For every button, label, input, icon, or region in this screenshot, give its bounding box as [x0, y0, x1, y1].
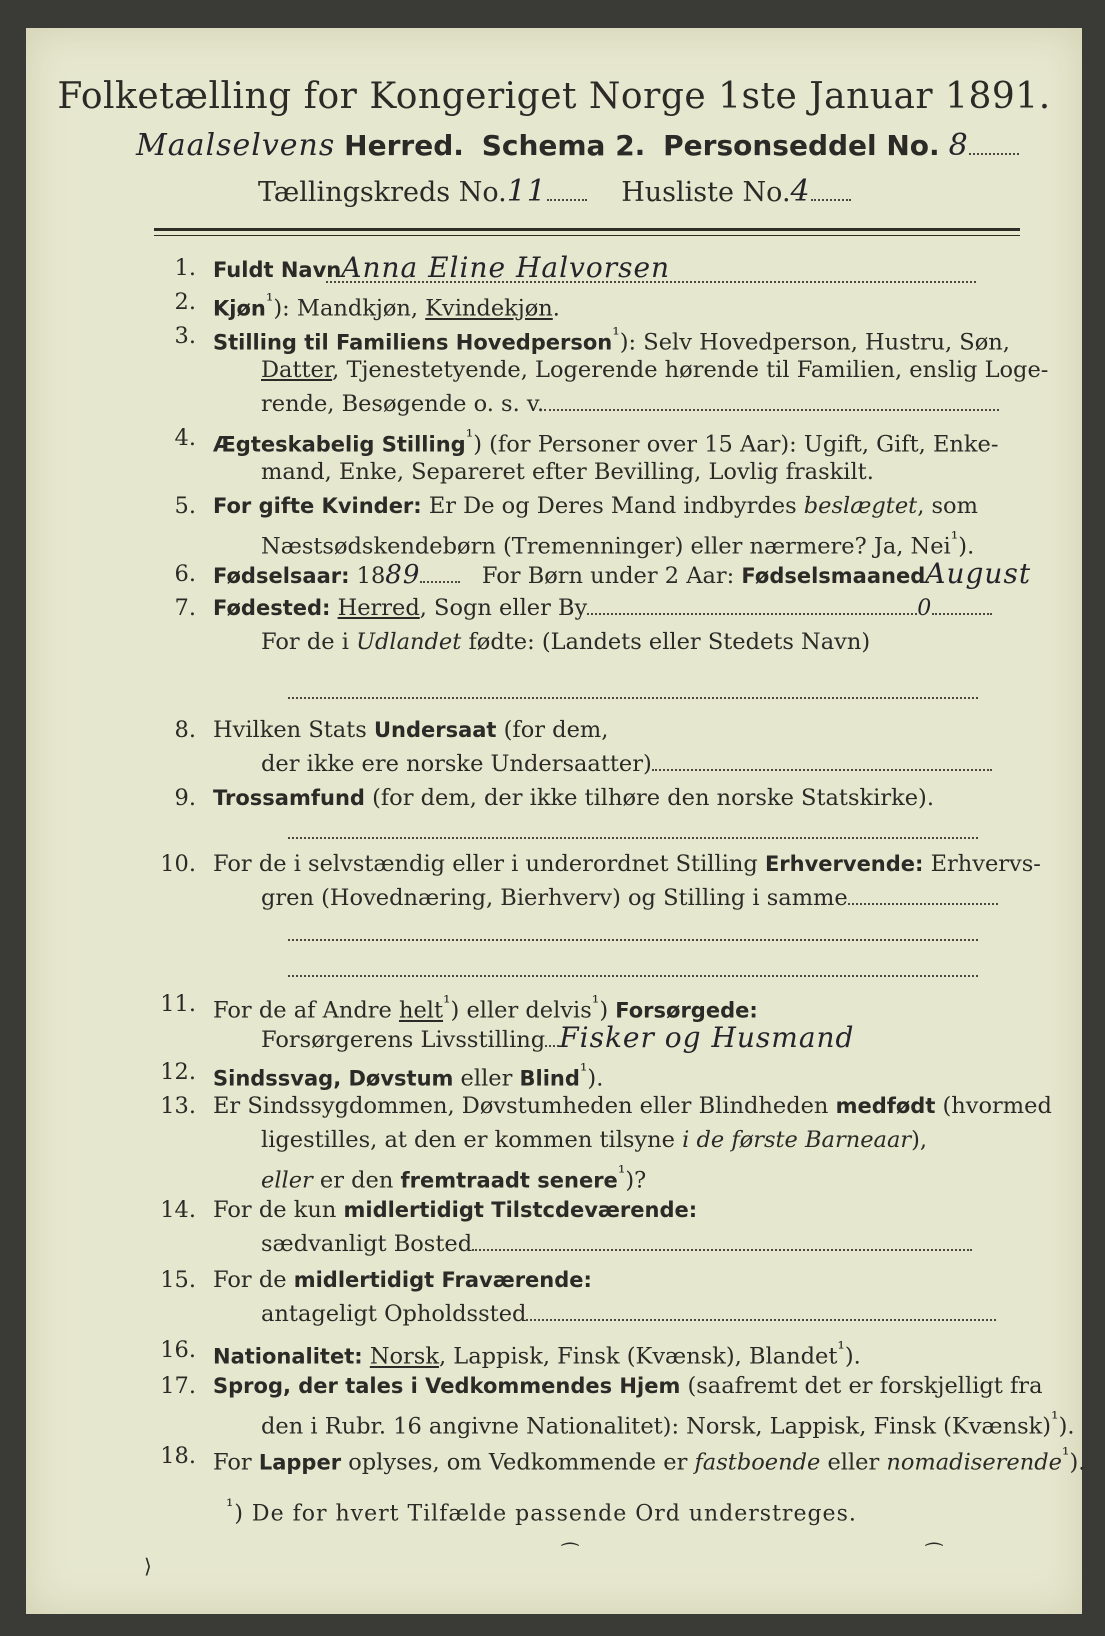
q10-dotline-2 — [288, 974, 978, 977]
q12-sup: ¹ — [579, 1061, 588, 1082]
personseddel-label: Personseddel No. — [663, 129, 940, 162]
q12-label2: Blind — [519, 1066, 580, 1091]
q3-line2: , Tjenestetyende, Logerende hørende til Familien, enslig Loge- — [332, 357, 1049, 383]
q13-line2-italic: i de første Barneaar — [682, 1127, 912, 1153]
q13-line3-label: fremtraadt senere — [400, 1168, 618, 1193]
q1-label: Fuldt Navn — [213, 258, 342, 282]
q7-line2a: For de i — [261, 629, 357, 655]
q4-line2: mand, Enke, Separeret efter Bevilling, Lovlig fraskilt. — [261, 459, 874, 485]
q3-num: 3. — [174, 323, 196, 349]
q12-num: 12. — [160, 1059, 196, 1085]
q5-sup: ¹ — [950, 529, 959, 550]
q17-line2: den i Rubr. 16 angivne Nationalitet): Norsk, Lappisk, Finsk (Kvænsk) — [261, 1413, 1052, 1440]
q11-sup-1: ¹ — [443, 993, 451, 1014]
q11-line1b: ) eller delvis — [450, 997, 592, 1024]
q3-label: Stilling til Familiens Hovedperson — [213, 330, 613, 355]
herred-value: Maalselvens — [136, 128, 336, 163]
q7-num: 7. — [174, 595, 196, 621]
q10-line1b: Erhvervs- — [923, 851, 1041, 877]
q13-line1a: Er Sindssygdommen, Døvstumheden eller Blindheden — [213, 1093, 836, 1119]
corner-mark-right: ⁀ — [926, 1542, 943, 1566]
header-rule-thin — [154, 235, 1020, 236]
q6-month-label: Fødselsmaaned — [741, 564, 926, 588]
q14-num: 14. — [160, 1197, 196, 1223]
q13-num: 13. — [160, 1093, 196, 1119]
q15-label: midlertidigt Fraværende: — [293, 1268, 592, 1292]
q14-line1a: For de kun — [213, 1197, 344, 1223]
q14-line2: sædvanligt Bosted — [261, 1231, 473, 1257]
q14-label: midlertidigt Tilstcdeværende: — [343, 1198, 698, 1222]
q13-line3-end: )? — [625, 1167, 647, 1194]
q13-label: medfødt — [835, 1094, 936, 1118]
q13-line2b: ), — [911, 1127, 928, 1153]
q17-num: 17. — [160, 1373, 196, 1399]
q6-birth-year-value: 89 — [385, 560, 421, 590]
census-form-sheet — [26, 28, 1086, 1614]
q7-line2-italic: Udlandet — [356, 629, 462, 655]
q16-end: ). — [844, 1343, 861, 1370]
q17-line2-end: ). — [1058, 1413, 1075, 1440]
header-rule — [154, 228, 1020, 231]
husliste-label: Husliste No. — [621, 177, 791, 208]
q11-line2: Forsørgerens Livsstilling — [261, 1027, 546, 1053]
q16-sup: ¹ — [837, 1339, 845, 1360]
q11-line1a: For de af Andre — [213, 997, 399, 1024]
q18-line-b: oplyses, om Vedkommende er — [341, 1449, 695, 1476]
q12-label: Sindssvag, Døvstum — [213, 1066, 454, 1091]
q4-label: Ægteskabelig Stilling — [213, 432, 466, 457]
herred-line — [136, 128, 1019, 163]
q11-sup-2: ¹ — [591, 993, 600, 1014]
q5-line2-end: ). — [958, 533, 975, 560]
q7-underlined-option: Herred — [337, 595, 420, 621]
q8-num: 8. — [174, 717, 196, 743]
q18-line-a: For — [213, 1449, 259, 1476]
q18-num: 18. — [160, 1443, 196, 1469]
q16-label: Nationalitet: — [213, 1344, 363, 1369]
q10-num: 10. — [160, 851, 196, 877]
q6-birth-month-value: August — [925, 557, 1032, 590]
q12-mid: eller — [453, 1065, 520, 1092]
q16-rest: , Lappisk, Finsk (Kvænsk), Blandet — [438, 1343, 838, 1370]
q18-label: Lapper — [258, 1450, 342, 1475]
q1-full-name-value: Anna Eline Halvorsen — [341, 251, 671, 284]
corner-mark-center: ⁀ — [562, 1542, 579, 1566]
q6-mid: For Børn under 2 Aar: — [481, 563, 742, 589]
q7-birthplace-value: 0 — [917, 596, 933, 621]
q1-dotline — [326, 280, 976, 283]
q18-sup: ¹ — [1061, 1445, 1070, 1466]
q6-num: 6. — [174, 561, 196, 587]
footnote — [226, 1496, 857, 1526]
q3-line3: rende, Besøgende o. s. v. — [261, 391, 545, 417]
q4-num: 4. — [174, 425, 196, 451]
q16-underlined-option: Norsk — [369, 1343, 439, 1370]
kreds-value: 11 — [506, 174, 547, 209]
q7-dotline — [288, 696, 978, 699]
q11-provider-occupation-value: Fisker og Husmand — [559, 1021, 855, 1054]
q5-line1-end: , som — [917, 493, 978, 519]
q8-line1a: Hvilken Stats — [213, 717, 374, 743]
kreds-line — [258, 174, 851, 209]
q12-end: ). — [587, 1065, 604, 1092]
q15-line2: antageligt Opholdssted — [261, 1301, 527, 1327]
q10-dotline-1 — [288, 938, 978, 941]
q10-label: Erhvervende: — [764, 852, 924, 876]
q11-underlined-option: helt — [398, 997, 444, 1024]
q15-line1a: For de — [213, 1267, 294, 1293]
q2-num: 2. — [174, 289, 196, 315]
q16-num: 16. — [160, 1337, 196, 1363]
husliste-value: 4 — [790, 174, 811, 209]
q7-rest: , Sogn eller By — [419, 595, 588, 621]
kreds-label: Tællingskreds No. — [258, 177, 507, 208]
personseddel-value: 8 — [948, 128, 969, 163]
q13-line1b: (hvormed — [935, 1093, 1052, 1119]
q5-num: 5. — [174, 493, 196, 519]
q5-line1: Er De og Deres Mand indbyrdes — [421, 493, 804, 519]
q9-dotline — [288, 836, 978, 839]
q9-num: 9. — [174, 785, 196, 811]
q2-end: . — [552, 295, 560, 322]
q6-year-prefix: 18 — [356, 563, 386, 589]
q11-line1c: ) — [599, 997, 616, 1024]
q4-sup: ¹ — [465, 427, 474, 448]
q6-label: Fødselsaar: — [213, 564, 350, 588]
q3-sup: ¹ — [612, 325, 620, 346]
q7-line2b: fødte: (Landets eller Stedets Navn) — [461, 629, 871, 655]
q10-line1a: For de i selvstændig eller i underordnet Stilling — [213, 851, 765, 877]
q11-num: 11. — [160, 991, 196, 1017]
q2-sup: ¹ — [265, 291, 274, 312]
q17-sup: ¹ — [1051, 1409, 1059, 1430]
herred-label: Herred. — [344, 129, 464, 162]
q3-underlined-option: Datter — [261, 357, 333, 383]
q13-line3-italic: eller — [261, 1167, 313, 1194]
q1-num: 1. — [174, 255, 196, 281]
q9-rest: (for dem, der ikke tilhøre den norske Statskirke). — [364, 785, 934, 811]
q5-italic: beslægtet — [803, 493, 918, 519]
q18-line-c: eller — [820, 1449, 887, 1476]
q15-num: 15. — [160, 1267, 196, 1293]
q8-line2: der ikke ere norske Undersaatter) — [261, 751, 652, 777]
q11-label: Forsørgede: — [615, 998, 758, 1023]
q13-line3a: er den — [312, 1167, 401, 1194]
q3-line1: ): Selv Hovedperson, Hustru, Søn, — [619, 329, 1010, 356]
q5-label: For gifte Kvinder: — [213, 494, 422, 518]
q18-italic2: nomadiserende — [886, 1449, 1062, 1476]
corner-mark-left: ⟩ — [144, 1554, 152, 1578]
q8-label: Undersaat — [373, 718, 497, 742]
q10-line2: gren (Hovednæring, Bierhverv) og Stilling i samme — [261, 885, 848, 911]
q5-line2: Næstsødskendebørn (Tremenninger) eller nærmere? Ja, Nei — [261, 533, 951, 560]
q13-sup: ¹ — [617, 1163, 626, 1184]
q13-line2a: ligestilles, at den er kommen tilsyne — [261, 1127, 683, 1153]
footnote-sup: ¹ — [226, 1496, 235, 1517]
schema-label: Schema 2. — [481, 129, 646, 162]
q17-line1: (saafremt det er forskjelligt fra — [680, 1373, 1043, 1399]
q4-line1: ) (for Personer over 15 Aar): Ugift, Gift, Enke- — [473, 431, 999, 458]
q17-label: Sprog, der tales i Vedkommendes Hjem — [213, 1374, 681, 1398]
form-title: Folketælling for Kongeriget Norge 1ste Januar 1891. — [57, 76, 1051, 117]
q18-italic1: fastboende — [694, 1449, 821, 1476]
q18-end: ). — [1069, 1449, 1086, 1476]
q2-rest: ): Mandkjøn, — [273, 295, 426, 322]
q2-underlined-option: Kvindekjøn — [425, 295, 553, 322]
q8-line1b: (for dem, — [496, 717, 609, 743]
footnote-text: ) De for hvert Tilfælde passende Ord understreges. — [234, 1501, 857, 1527]
q9-label: Trossamfund — [213, 786, 365, 810]
q7-label: Fødested: — [213, 596, 331, 620]
q2-label: Kjøn — [213, 296, 266, 321]
